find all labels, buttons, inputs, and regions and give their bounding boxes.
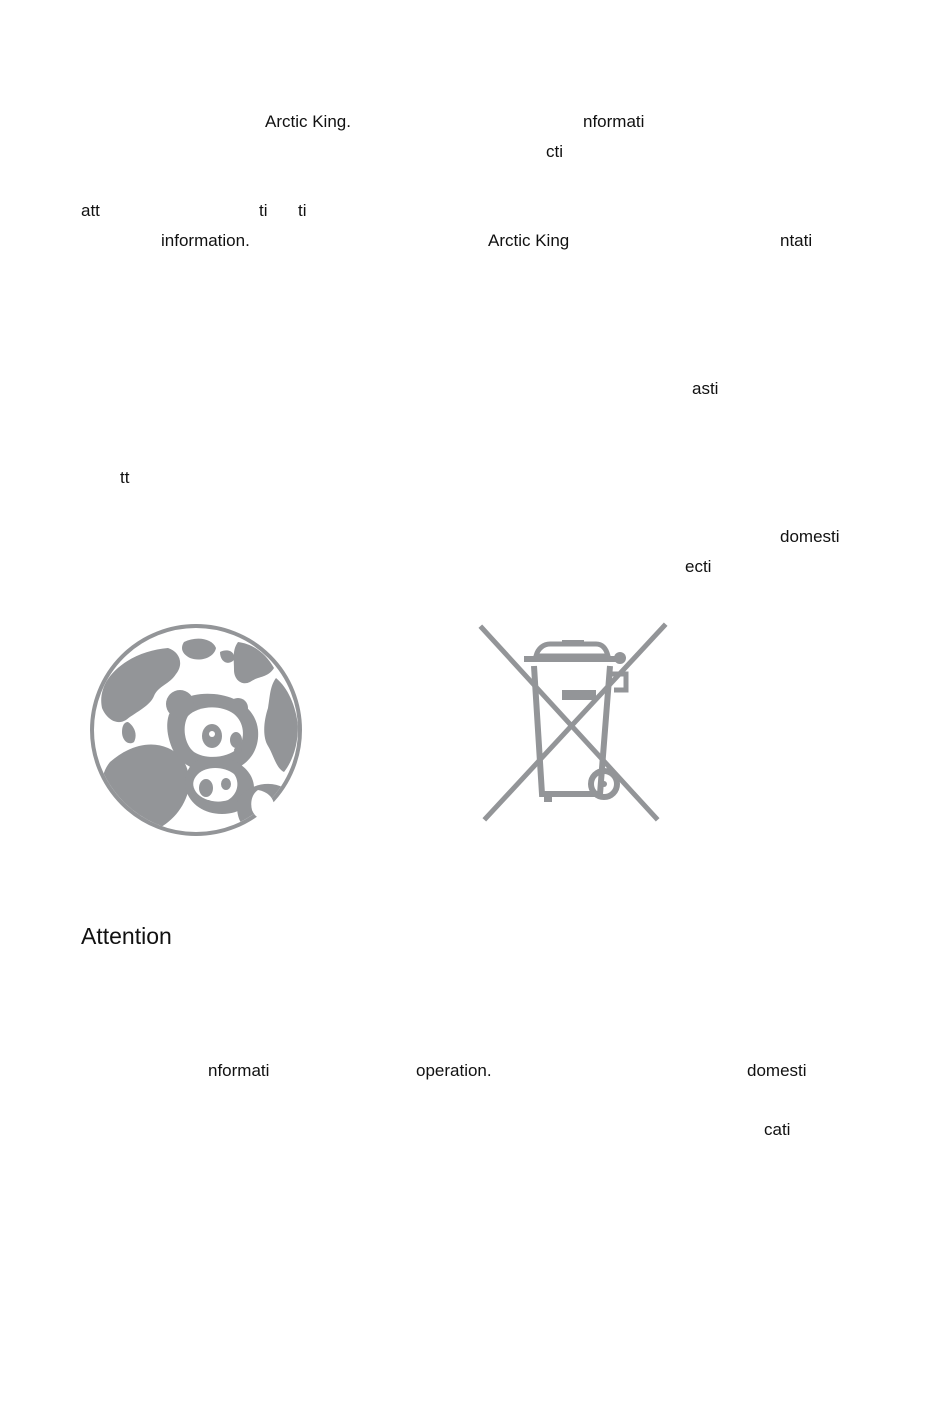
text-fragment: domesti: [747, 1061, 807, 1080]
text-fragment: Arctic King.: [265, 112, 351, 131]
text-fragment: ecti: [685, 557, 712, 576]
text-fragment: nformati: [583, 112, 645, 131]
text-fragment: cati: [764, 1120, 791, 1139]
text-fragment: information.: [161, 231, 250, 250]
text-fragment: cti: [546, 142, 563, 161]
text-fragment: ntati: [780, 231, 813, 250]
text-fragment: att: [81, 201, 100, 220]
text-fragment: nformati: [208, 1061, 270, 1080]
text-fragment: ti: [298, 201, 307, 220]
text-fragment: tt: [120, 468, 130, 487]
text-fragment: Arctic King: [488, 231, 570, 250]
text-fragment: asti: [692, 379, 719, 398]
crossed-out-wheelie-bin-icon: [478, 622, 668, 822]
text-fragment: domesti: [780, 527, 840, 546]
text-fragment: operation.: [416, 1061, 492, 1080]
text-fragment: ti: [259, 201, 268, 220]
attention-heading: Attention: [81, 923, 172, 949]
globe-panda-icon: [88, 622, 304, 838]
